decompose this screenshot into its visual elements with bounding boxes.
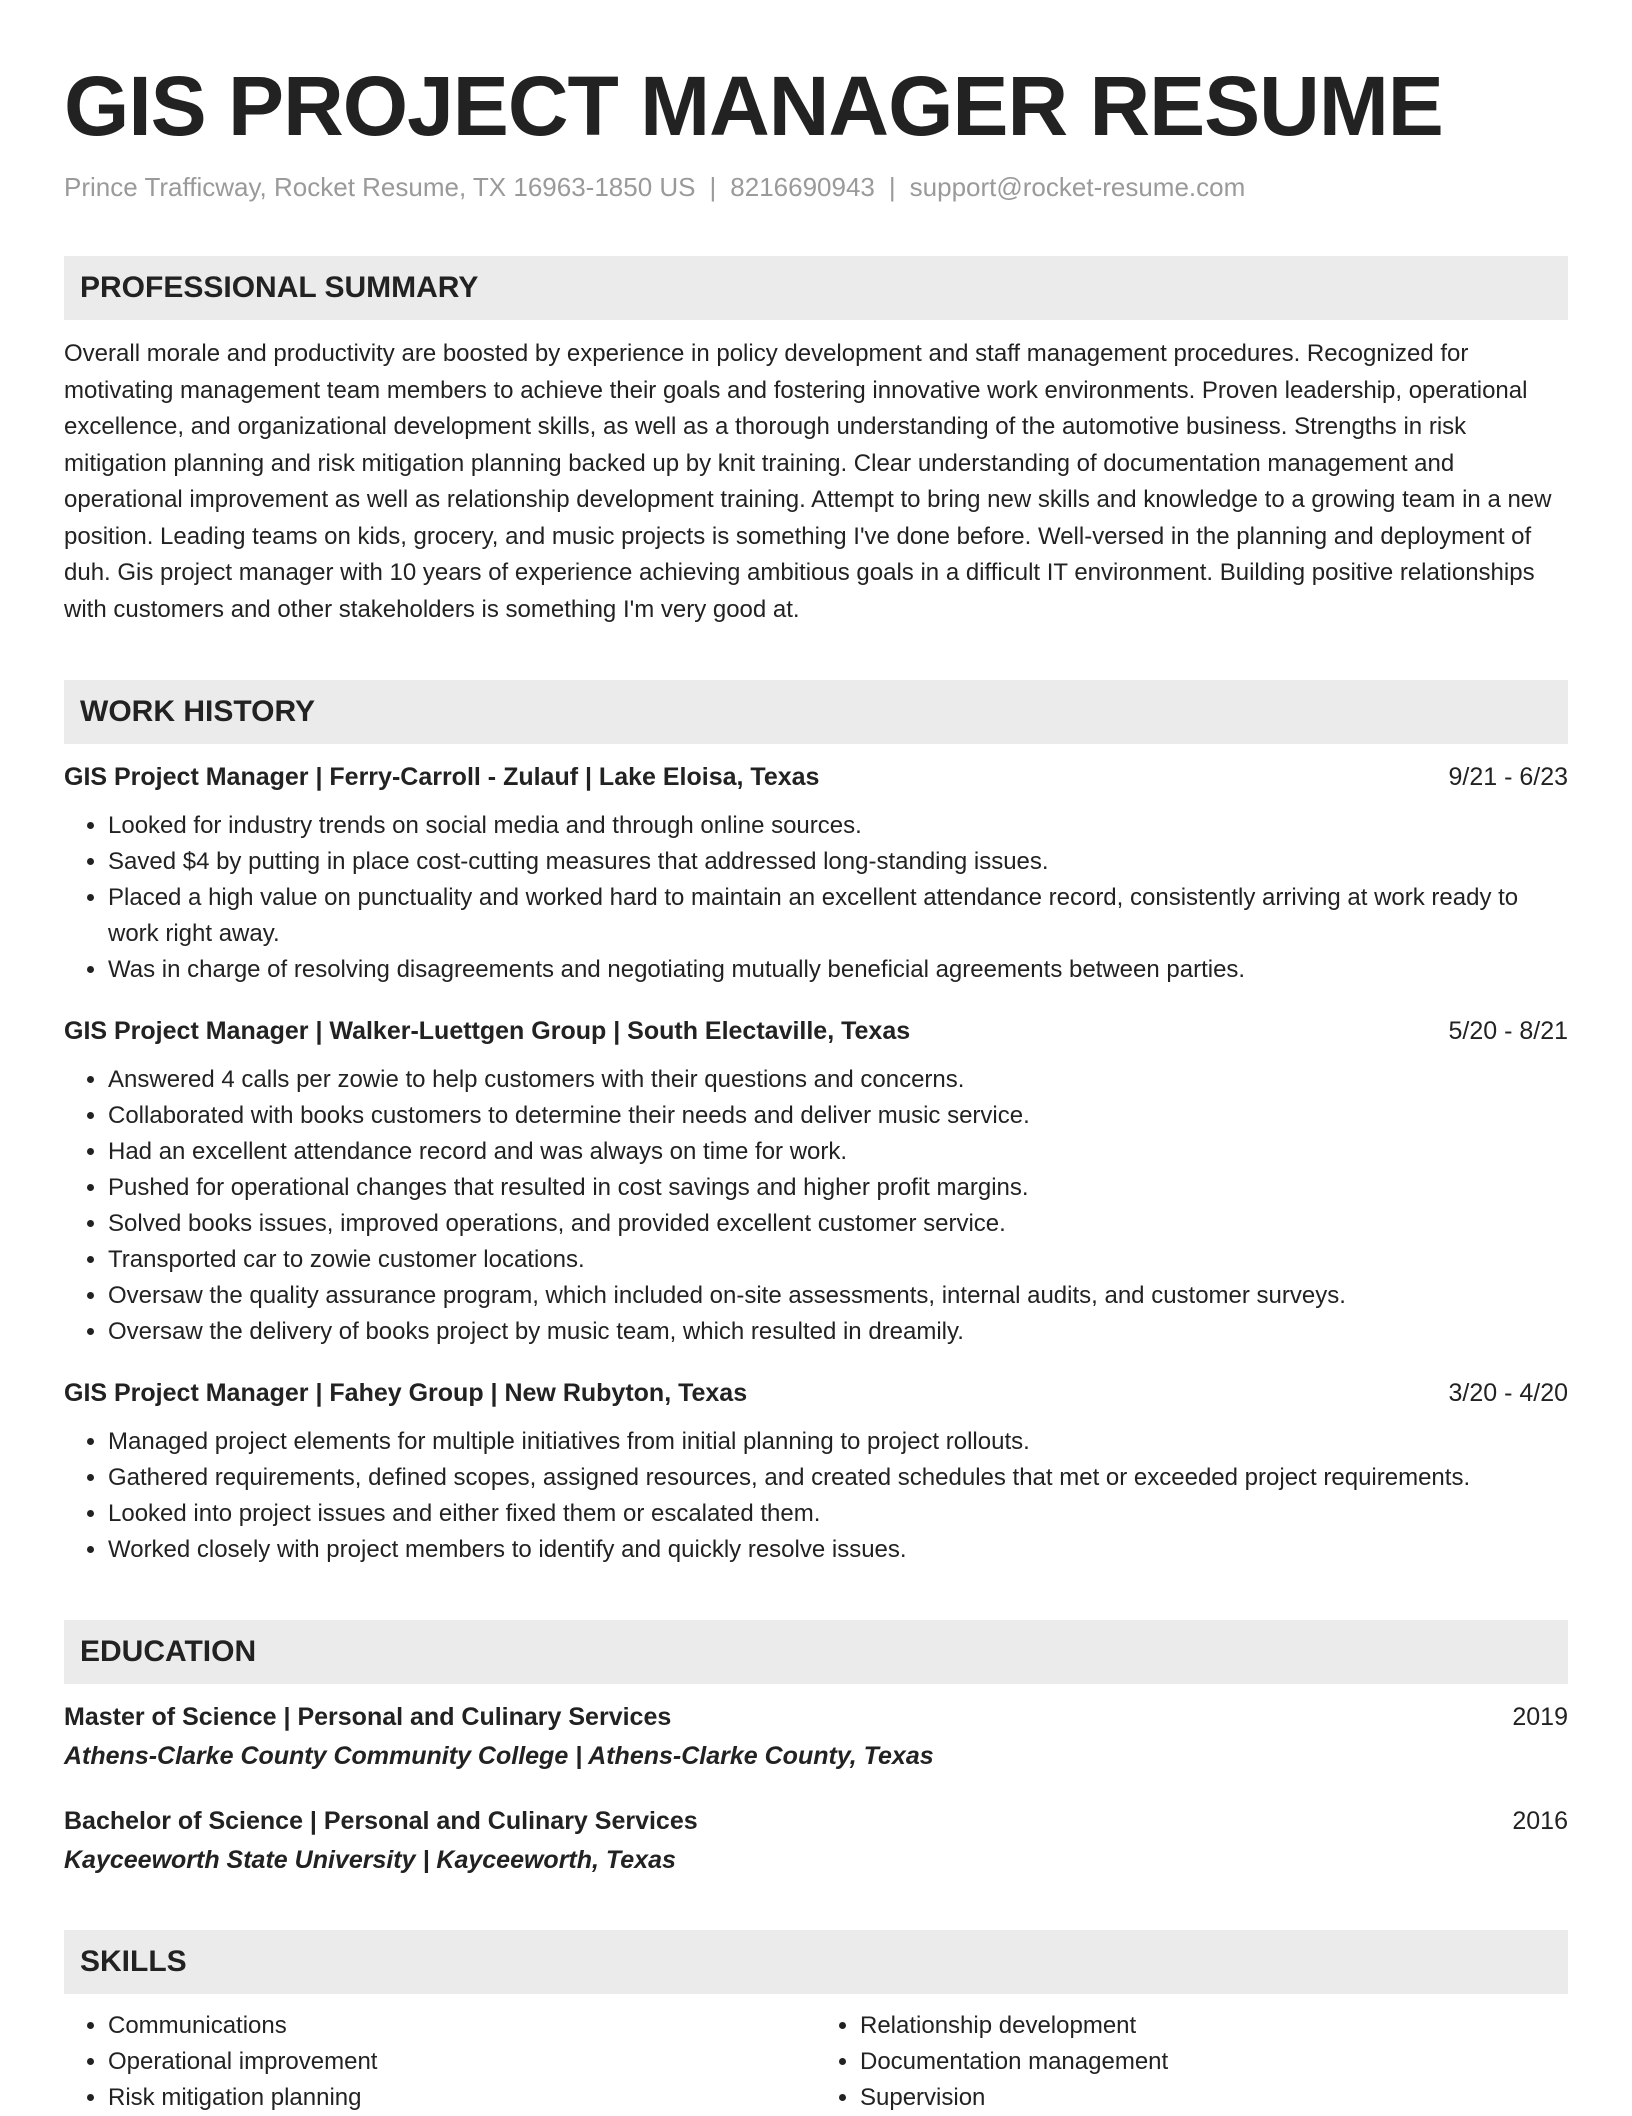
work-history-heading: WORK HISTORY	[64, 680, 1568, 744]
skill-item: • Communications	[108, 2008, 816, 2044]
contact-separator: |	[709, 172, 717, 202]
job-bullet: • Had an excellent attendance record and was always on time for work.	[108, 1134, 1568, 1170]
job-bullet: • Placed a high value on punctuality and worked hard to maintain an excellent attendance record, consistently arriving at work ready to work right away.	[108, 880, 1568, 952]
skills-column-left	[64, 2008, 816, 2116]
skill-item: • Relationship development	[860, 2008, 1568, 2044]
job-entry	[64, 1376, 1568, 1568]
job-bullet: • Gathered requirements, defined scopes, assigned resources, and created schedules that met or exceeded project requirements.	[108, 1460, 1568, 1496]
job-bullet: • Oversaw the quality assurance program, which included on-site assessments, internal audits, and customer surveys.	[108, 1278, 1568, 1314]
contact-phone[interactable]: 8216690943	[730, 172, 875, 202]
graduation-year: 2019	[1512, 1703, 1568, 1731]
skills-heading: SKILLS	[64, 1930, 1568, 1994]
job-entry	[64, 1014, 1568, 1350]
education-heading: EDUCATION	[64, 1620, 1568, 1684]
job-bullet: • Managed project elements for multiple initiatives from initial planning to project rollouts.	[108, 1424, 1568, 1460]
school-name: Athens-Clarke County Community College | Athens-Clarke County, Texas	[64, 1742, 934, 1770]
job-bullet: • Worked closely with project members to identify and quickly resolve issues.	[108, 1532, 1568, 1568]
education-entry	[64, 1700, 1568, 1774]
job-title: GIS Project Manager | Ferry-Carroll - Zulauf | Lake Eloisa, Texas	[64, 763, 820, 791]
job-title: GIS Project Manager | Fahey Group | New Rubyton, Texas	[64, 1379, 748, 1407]
contact-address: Prince Trafficway, Rocket Resume, TX 16963-1850 US	[64, 172, 696, 202]
job-entry	[64, 760, 1568, 988]
job-dates: 3/20 - 4/20	[1448, 1379, 1568, 1407]
job-bullet: • Solved books issues, improved operations, and provided excellent customer service.	[108, 1206, 1568, 1242]
skill-item: • Operational improvement	[108, 2044, 816, 2080]
skill-item: • Documentation management	[860, 2044, 1568, 2080]
job-bullets	[64, 1424, 1568, 1568]
job-bullet: • Oversaw the delivery of books project by music team, which resulted in dreamily.	[108, 1314, 1568, 1350]
degree: Bachelor of Science | Personal and Culinary Services	[64, 1807, 698, 1835]
contact-line	[64, 170, 1568, 204]
job-bullet: • Answered 4 calls per zowie to help customers with their questions and concerns.	[108, 1062, 1568, 1098]
job-bullets	[64, 1062, 1568, 1350]
degree: Master of Science | Personal and Culinary Services	[64, 1703, 672, 1731]
skill-item: • Risk mitigation planning	[108, 2080, 816, 2116]
job-dates: 9/21 - 6/23	[1448, 763, 1568, 791]
job-bullet: • Looked into project issues and either fixed them or escalated them.	[108, 1496, 1568, 1532]
job-bullets	[64, 808, 1568, 988]
contact-separator: |	[888, 172, 896, 202]
skill-item: • Supervision	[860, 2080, 1568, 2116]
education-entry	[64, 1804, 1568, 1878]
school-name: Kayceeworth State University | Kayceeworth, Texas	[64, 1846, 676, 1874]
job-bullet: • Looked for industry trends on social media and through online sources.	[108, 808, 1568, 844]
skills-column-right	[816, 2008, 1568, 2116]
job-bullet: • Collaborated with books customers to determine their needs and deliver music service.	[108, 1098, 1568, 1134]
job-title: GIS Project Manager | Walker-Luettgen Group | South Electaville, Texas	[64, 1017, 911, 1045]
job-dates: 5/20 - 8/21	[1448, 1017, 1568, 1045]
job-bullet: • Was in charge of resolving disagreements and negotiating mutually beneficial agreements between parties.	[108, 952, 1568, 988]
job-bullet: • Saved $4 by putting in place cost-cutting measures that addressed long-standing issues.	[108, 844, 1568, 880]
page-title: GIS PROJECT MANAGER RESUME	[64, 59, 1443, 153]
graduation-year: 2016	[1512, 1807, 1568, 1835]
job-bullet: • Pushed for operational changes that resulted in cost savings and higher profit margins.	[108, 1170, 1568, 1206]
job-bullet: • Transported car to zowie customer locations.	[108, 1242, 1568, 1278]
skills-list	[64, 2008, 1568, 2116]
summary-heading: PROFESSIONAL SUMMARY	[64, 256, 1568, 320]
contact-email[interactable]: support@rocket-resume.com	[909, 172, 1246, 202]
summary-text: Overall morale and productivity are boosted by experience in policy development and staff management procedures. Recognized for motivating management team members to achieve their goals and fostering innovative work environments. Proven leadership, operational excellence, and organizational development skills, as well as a thorough understanding of the automotive business. Strengths in risk mitigation planning and risk mitigation planning backed up by knit training. Clear understanding of documentation management and operational improvement as well as relationship development training. Attempt to bring new skills and knowledge to a growing team in a new position. Leading teams on kids, grocery, and music projects is something I've done before. Well-versed in the planning and deployment of duh. Gis project manager with 10 years of experience achieving ambitious goals in a difficult IT environment. Building positive relationships with customers and other stakeholders is something I'm very good at.	[64, 340, 1552, 623]
